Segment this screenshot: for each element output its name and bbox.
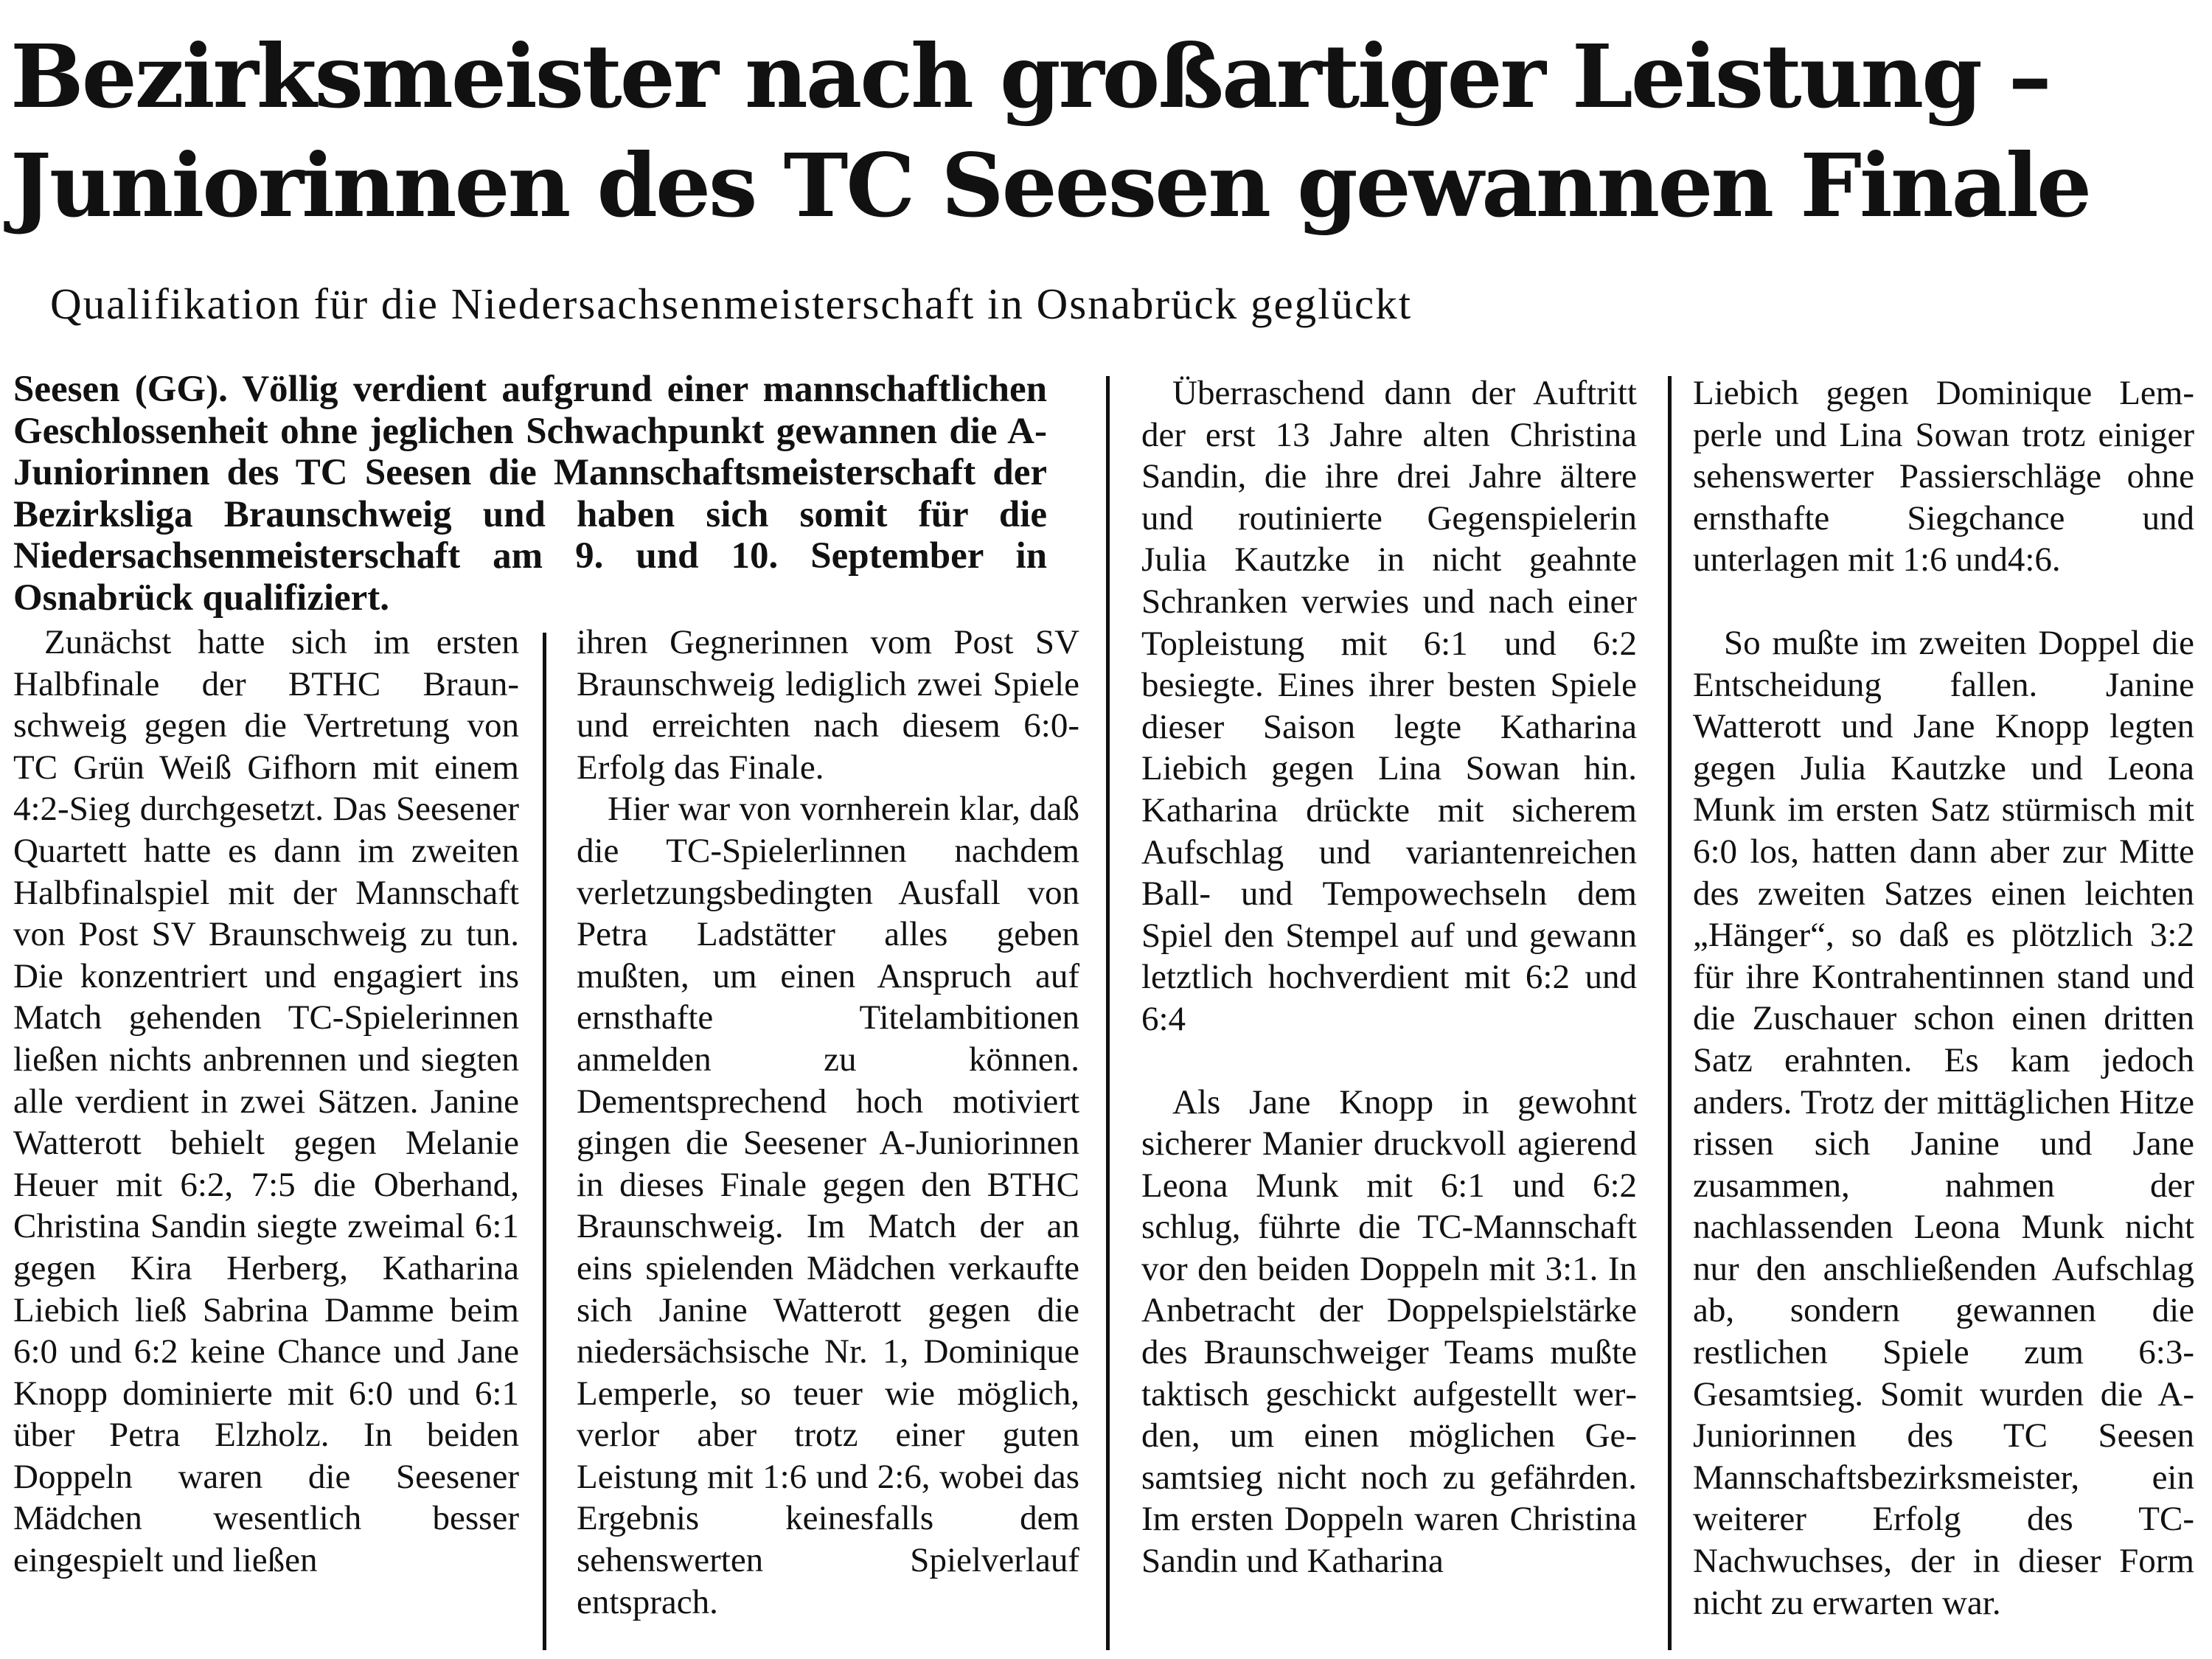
paragraph: Überraschend dann der Auftritt der erst 13 Jahre alten Christina Sandin, die ihre drei Jahre ältere und routinierte Gegenspielerin Julia Kautzke in nicht geahnte Schranken verwies und nach einer Topleistung mit 6:1 und 6:2 besiegte. Eines ihrer besten Spiele dieser Saison legte Katharina Liebich gegen Lina Sowan hin. Katharina drückte mit sicherem Aufschlag und variantenreichen Ball- und Tempowechseln dem Spiel den Stempel auf und gewann letztlich hochverdient mit 6:2 und 6:4	[1141, 374, 1637, 1038]
subheadline: Qualifikation für die Niedersachsenmeisterschaft in Osnabrück geglückt	[50, 279, 1413, 328]
column-1	[13, 622, 519, 1582]
column-rule-1	[543, 633, 546, 1650]
paragraph: So mußte im zweiten Doppel die Entscheidung fallen. Janine Watterott und Jane Knopp legten gegen Julia Kautzke und Leona Munk im ersten Satz stürmisch mit 6:0 los, hatten dann aber zur Mitte des zweiten Satzes einen leichten „Hänger“, so daß es plötzlich 3:2 für ihre Kontrahentinnen stand und die Zuschauer schon einen dritten Satz erahnten. Es kam jedoch anders. Trotz der mittäglichen Hitze rissen sich Janine und Jane zusammen, nahmen der nachlassenden Leona Munk nicht nur den anschließenden Aufschlag ab, sondern gewannen die restlichen Spiele zum 6:3-Gesamtsieg. Somit wurden die A-Juniorinnen des TC Seesen Mannschaftsbezirksmeister, ein weiterer Erfolg des TC-Nachwuchses, der in dieser Form nicht zu erwarten war.	[1693, 623, 2194, 1622]
headline-line-1: Bezirksmeister nach großartiger Leistung –	[10, 25, 2050, 128]
paragraph: Als Jane Knopp in gewohnt sicherer Manier druckvoll agierend Leona Munk mit 6:1 und 6:2 schlug, führte die TC-Mannschaft vor den beiden Doppeln mit 3:1. In Anbetracht der Doppelspielstärke des Braunschweiger Teams mußte taktisch geschickt aufgestellt werden, um einen möglichen Gesamtsieg nicht noch zu gefährden. Im ersten Doppeln waren Christina Sandin und Katharina	[1141, 1082, 1637, 1581]
column-3	[1141, 372, 1637, 1582]
paragraph: ihren Gegnerinnen vom Post SV Braunschweig lediglich zwei Spiele und erreichten nach diesem 6:0-Erfolg das Finale.	[577, 623, 1079, 787]
column-rule-3	[1668, 376, 1672, 1650]
column-2	[577, 622, 1079, 1623]
column-4	[1693, 372, 2194, 1624]
lead-paragraph: Seesen (GG). Völlig verdient aufgrund einer mannschaftlichen Geschlossenheit ohne jeglichen Schwachpunkt gewannen die A-Juniorinnen des TC Seesen die Mannschaftsmeisterschaft der Bezirksliga Braunschweig und haben sich somit für die Niedersachsenmeisterschaft am 9. und 10. September in Osnabrück qualifiziert.	[13, 369, 1047, 619]
paragraph: Liebich gegen Dominique Lemperle und Lina Sowan trotz einiger sehenswerter Passierschläge ohne ernsthafte Siegchance und unterlagen mit 1:6 und4:6.	[1693, 374, 2194, 580]
column-rule-2	[1106, 376, 1110, 1650]
paragraph: Zunächst hatte sich im ersten Halbfinale der BTHC Braunschweig gegen die Vertretung von TC Grün Weiß Gifhorn mit einem 4:2-Sieg durchgesetzt. Das Seesener Quartett hatte es dann im zweiten Halbfinalspiel mit der Mannschaft von Post SV Braunschweig zu tun. Die konzentriert und engagiert ins Match gehenden TC-Spielerinnen ließen nichts anbrennen und siegten alle verdient in zwei Sätzen. Janine Watterott behielt gegen Melanie Heuer mit 6:2, 7:5 die Oberhand, Christina Sandin siegte zweimal 6:1 gegen Kira Herberg, Katharina Liebich ließ Sabrina Damme beim 6:0 und 6:2 keine Chance und Jane Knopp dominierte mit 6:0 und 6:1 über Petra Elzholz. In beiden Doppeln waren die Seesener Mädchen wesentlich besser eingespielt und ließen	[13, 623, 519, 1580]
headline	[10, 22, 2208, 240]
paragraph: Hier war von vornherein klar, daß die TC-Spielerlinnen nachdem verletzungsbedingten Ausfall von Petra Ladstätter alles geben mußten, um einen Anspruch auf ernsthafte Titelambitionen anmelden zu können. Dementsprechend hoch motiviert gingen die Seesener A-Juniorinnen in dieses Finale gegen den BTHC Braunschweig. Im Match der an eins spielenden Mädchen verkaufte sich Janine Watterott gegen die niedersächsische Nr. 1, Dominique Lemperle, so teuer wie möglich, verlor aber trotz einer guten Leistung mit 1:6 und 2:6, wobei das Ergebnis keinesfalls dem sehenswerten Spielverlauf entsprach.	[577, 790, 1079, 1621]
headline-line-2: Juniorinnen des TC Seesen gewannen Finale	[10, 134, 2090, 237]
